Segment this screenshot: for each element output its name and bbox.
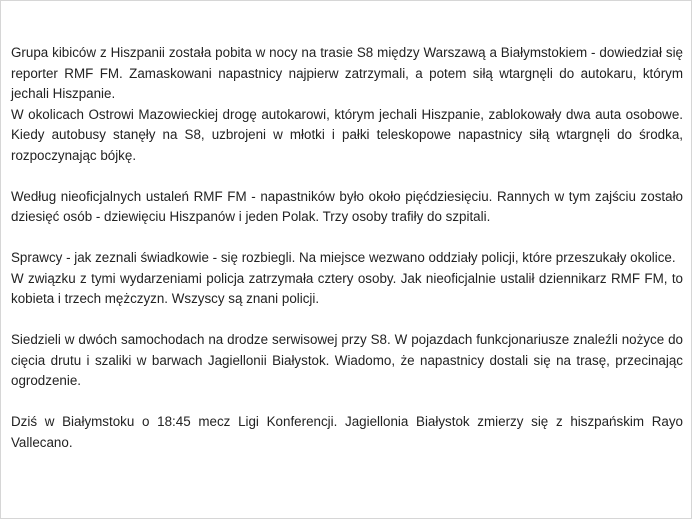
- paragraph-arrests: W związku z tymi wydarzeniami policja zatrzymała cztery osoby. Jak nieoficjalnie ustalił dziennikarz RMF FM, to kobieta i trzech mężczyzn. Wszyscy są znani policji.: [11, 270, 683, 306]
- paragraph-blockade-details: W okolicach Ostrowi Mazowieckiej drogę autokarowi, którym jechali Hiszpanie, zablokowały dwa auta osobowe. Kiedy autobusy stanęły na S8, uzbrojeni w młotki i pałki teleskopowe napastnicy siłą wtargnęli do środka, rozpoczynając bójkę.: [11, 106, 683, 163]
- paragraph-vehicles-found: Siedzieli w dwóch samochodach na drodze serwisowej przy S8. W pojazdach funkcjonariusze znaleźli nożyce do cięcia drutu i szaliki w barwach Jagiellonii Białystok. Wiadomo, że napastnicy dostali się na trasę, przecinając ogrodzenie.: [11, 332, 683, 388]
- article-body: [11, 43, 683, 453]
- paragraph-attack-summary: Grupa kibiców z Hiszpanii została pobita w nocy na trasie S8 między Warszawą a Białymstokiem - dowiedział się reporter RMF FM. Zamaskowani napastnicy najpierw zatrzymali, a potem siłą wtargnęli do autokaru, którym jechali Hiszpanie.: [11, 45, 683, 101]
- paragraph-spacer: [11, 228, 683, 249]
- paragraph-spacer: [11, 166, 683, 187]
- paragraph-spacer: [11, 392, 683, 413]
- paragraph-perpetrators-fled: Sprawcy - jak zeznali świadkowie - się rozbiegli. Na miejsce wezwano oddziały policji, które przeszukały okolice.: [11, 250, 676, 265]
- paragraph-casualties: Według nieoficjalnych ustaleń RMF FM - napastników było około pięćdziesięciu. Rannych w tym zajściu zostało dziesięć osób - dziewięciu Hiszpanów i jeden Polak. Trzy osoby trafiły do szpitali.: [11, 188, 683, 224]
- paragraph-match-info: Dziś w Białymstoku o 18:45 mecz Ligi Konferencji. Jagiellonia Białystok zmierzy się z hiszpańskim Rayo Vallecano.: [11, 414, 683, 450]
- paragraph-spacer: [11, 310, 683, 331]
